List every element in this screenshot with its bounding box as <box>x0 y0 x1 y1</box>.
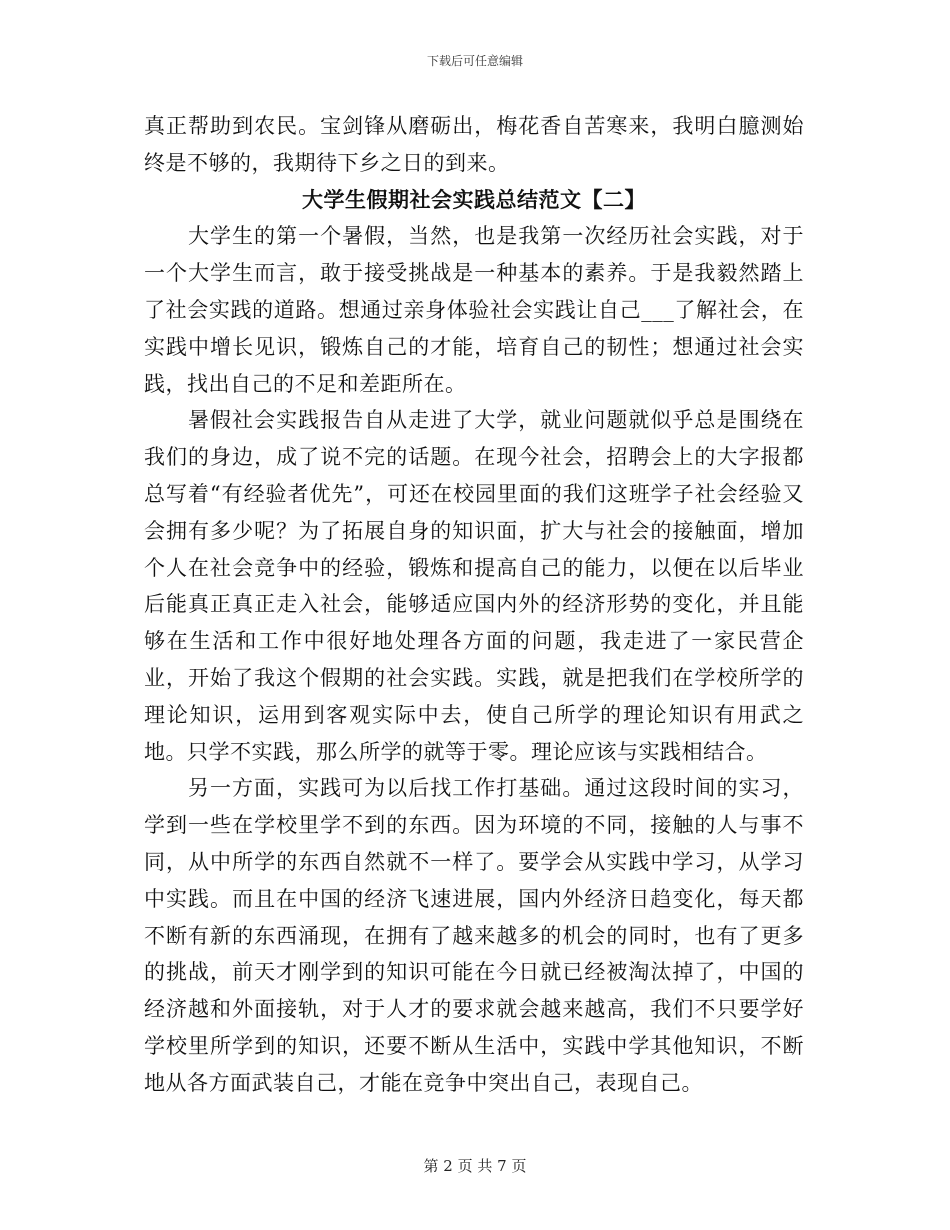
paragraph-1: 大学生的第一个暑假，当然，也是我第一次经历社会实践，对于一个大学生而言，敢于接受挑战是一种基本的素养。于是我毅然踏上了社会实践的道路。想通过亲身体验社会实践让自己___了解社会，在实践中增长见识，锻炼自己的才能，培育自己的韧性；想通过社会实践，找出自己的不足和差距所在。 <box>144 224 804 396</box>
paragraph-3: 另一方面，实践可为以后找工作打基础。通过这段时间的实习，学到一些在学校里学不到的东西。因为环境的不同，接触的人与事不同，从中所学的东西自然就不一样了。要学会从实践中学习，从学习中实践。而且在中国的经济飞速进展，国内外经济日趋变化，每天都不断有新的东西涌现，在拥有了越来越多的机会的同时，也有了更多的挑战，前天才刚学到的知识可能在今日就已经被淘汰掉了，中国的经济越和外面接轨，对于人才的要求就会越来越高，我们不只要学好学校里所学到的知识，还要不断从生活中，实践中学其他知识，不断地从各方面武装自己，才能在竞争中突出自己，表现自己。 <box>144 776 804 1095</box>
document-body <box>144 108 804 1102</box>
paragraph-2: 暑假社会实践报告自从走进了大学，就业问题就似乎总是围绕在我们的身边，成了说不完的话题。在现今社会，招聘会上的大字报都总写着“有经验者优先”，可还在校园里面的我们这班学子社会经验又会拥有多少呢？为了拓展自身的知识面，扩大与社会的接触面，增加个人在社会竞争中的经验，锻炼和提高自己的能力，以便在以后毕业后能真正真正走入社会，能够适应国内外的经济形势的变化，并且能够在生活和工作中很好地处理各方面的问题，我走进了一家民营企业，开始了我这个假期的社会实践。实践，就是把我们在学校所学的理论知识，运用到客观实际中去，使自己所学的理论知识有用武之地。只学不实践，那么所学的就等于零。理论应该与实践相结合。 <box>144 408 804 764</box>
paragraph-continued: 真正帮助到农民。宝剑锋从磨砺出，梅花香自苦寒来，我明白臆测始终是不够的，我期待下乡之日的到来。 <box>144 114 804 175</box>
page-number-footer: 第 2 页 共 7 页 <box>423 1157 527 1175</box>
page-header: 下载后可任意编辑 <box>426 54 523 68</box>
section-title: 大学生假期社会实践总结范文【二】 <box>302 187 646 212</box>
